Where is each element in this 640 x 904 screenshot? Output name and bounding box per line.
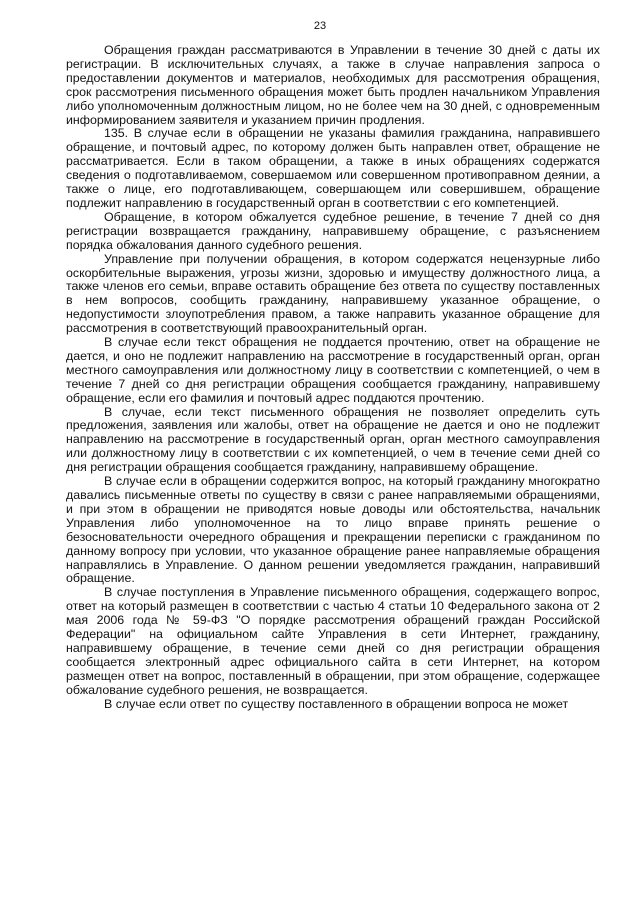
paragraph-court-decision: Обращение, в котором обжалуется судебное решение, в течение 7 дней со дня регистрации возвращается гражданину, направившему обращение, с разъяснением порядка обжалования данного судебного решения. [66,209,600,252]
paragraph-repeated-question: В случае если в обращении содержится вопрос, на который гражданину многократно давались письменные ответы по существу в связи с ранее направляемыми обращениями, и при этом в обращении не приводятся новые доводы или обстоятельства, начальник Управления либо уполномоченное на то лицо вправе принять решение о безосновательности очередного обращения и прекращении переписки с гражданином по данному вопросу при условии, что указанное обращение ранее направляемые обращения направлялись в Управление. О данном решении уведомляется гражданин, направивший обращение. [66,474,600,586]
paragraph-offensive-language: Управление при получении обращения, в котором содержатся нецензурные либо оскорбительные выражения, угрозы жизни, здоровью и имуществу должностного лица, а также членов его семьи, вправе оставить обращение без ответа по существу поставленных в нем вопросов, сообщить гражданину, направившему указанное обращение, о недопустимости злоупотребления правом, а также направить указанное обращение для рассмотрения в соответствующий правоохранительный орган. [66,251,600,336]
paragraph-unreadable-text: В случае если текст обращения не поддается прочтению, ответ на обращение не дается, и оно не подлежит направлению на рассмотрение в государственный орган, орган местного самоуправления или должностному лицу в соответствии с компетенцией, о чем в течение 7 дней со дня регистрации обращения сообщается гражданину, направившему обращение, если его фамилия и почтовый адрес поддаются прочтению. [66,335,600,405]
paragraph-undefined-essence: В случае, если текст письменного обращения не позволяет определить суть предложения, заявления или жалобы, ответ на обращение не дается и оно не подлежит направлению на рассмотрение в государственный орган, орган местного самоуправления или должностному лицу в соответствии с их компетенцией, о чем в течение семи дней со дня регистрации обращения сообщается гражданину, направившему обращение. [66,404,600,475]
page-number: 23 [313,20,327,32]
paragraph-continued: В случае если ответ по существу поставленного в обращении вопроса не может [104,696,569,711]
paragraph-published-answer: В случае поступления в Управление письменного обращения, содержащего вопрос, ответ на который размещен в соответствии с частью 4 статьи 10 Федерального закона от 2 мая 2006 года № 59-ФЗ "О порядке рассмотрения обращений граждан Российской Федерации" на официальном сайте Управления в сети Интернет, гражданину, направившему обращение, в течение семи дней со дня регистрации обращения сообщается электронный адрес официального сайта в сети Интернет, на котором размещен ответ на вопрос, поставленный в обращении, при этом обращение, содержащее обжалование судебного решения, не возвращается. [66,585,600,697]
document-body [66,44,600,712]
paragraph-135-anonymous: 135. В случае если в обращении не указаны фамилия гражданина, направившего обращение, и почтовый адрес, по которому должен быть направлен ответ, обращение не рассматривается. Если в таком обращении, а также в иных обращениях содержатся сведения о подготавливаемом, совершаемом или совершенном противоправном деянии, а также о лице, его подготавливающем, совершающем или совершившем, обращение подлежит направлению в государственный орган в соответствии с его компетенцией. [66,126,600,210]
paragraph-review-period: Обращения граждан рассматриваются в Управлении в течение 30 дней с даты их регистрации. В исключительных случаях, а также в случае направления запроса о предоставлении документов и материалов, необходимых для рассмотрения обращения, срок рассмотрения письменного обращения может быть продлен начальником Управления либо уполномоченным должностным лицом, но не более чем на 30 дней, с одновременным информированием заявителя и указанием причин продления. [66,43,600,127]
